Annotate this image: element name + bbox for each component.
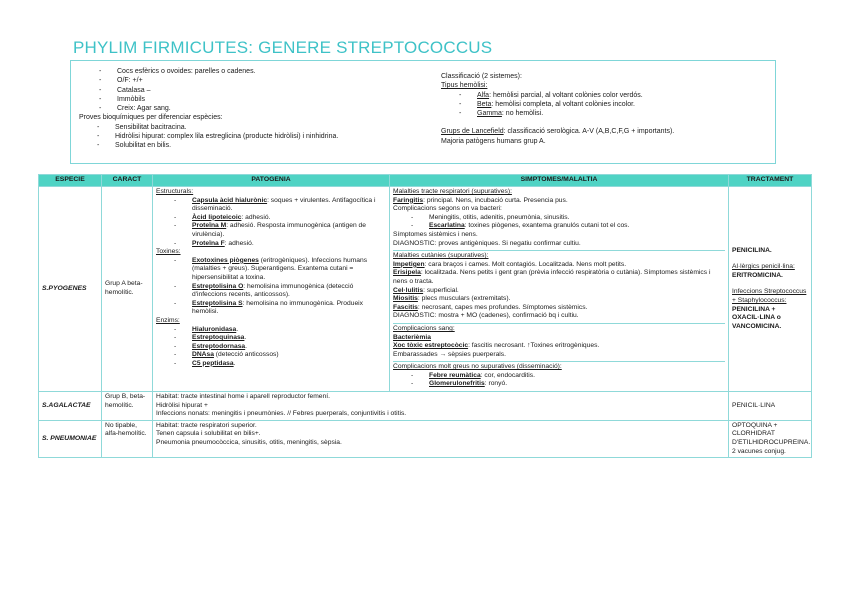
list-item: - O/F: +/+ (99, 77, 143, 85)
lancefield-line: Grups de Lancefield: classificació serològica. A-V (A,B,C,F,G + importants). (441, 128, 675, 136)
tractament-agalactiae: PENICIL·LINA (729, 392, 812, 421)
caract-pyogenes: Grup A beta-hemolític. (102, 187, 153, 392)
info-agalactiae: Habitat: tracte intestinal home i aparell reproductor femení. Hidròlisi hipurat + Infeccions nonats: meningitis i pneumònies. // Febres puerperals, conjuntivitis i otitis. (153, 392, 729, 421)
header-patogenia: PATOGENIA (153, 175, 390, 187)
list-item: - Solubilitat en bilis. (97, 142, 172, 150)
caract-agalactiae: Grup B, beta-hemolític. (102, 392, 153, 421)
list-item: - Beta: hemòlisi completa, al voltant colònies incolor. (459, 100, 635, 108)
header-especie: ESPECIE (39, 175, 102, 187)
species-pyogenes: S.PYOGENES (39, 187, 102, 392)
species-pneumoniae: S. PNEUMONIAE (39, 420, 102, 457)
resp-block: Malalties tracte respiratori (supuratives): Faringitis: principal. Nens, incubació curta. Presencia pus. Complicacions segons on va bacteri: - Meningitis, otitis, adenitis, pneumònia, sinusitis. - Escarlatina: toxines piògenes, exantema granulós cutani tot el cos. Símptomes sistèmics i nens. DIAGNOSTIC: proves antigèniques. Si negatiu confirmar cultiu. (393, 187, 725, 251)
info-pneumoniae: Habitat: tracte respiratori superior. Tenen capsula i solubilitat en bilis+. Pneumonia pneumocòccica, sinusitis, otitis, meningitis, sèpsia. (153, 420, 729, 457)
list-item: - Hidròlisi hipurat: complex lila estreglicina (producte hidròlisi) i ninhidrina. (97, 133, 339, 141)
table-header-row (39, 175, 812, 187)
classif-title: Classificació (2 sistemes): (441, 73, 522, 80)
cut-block: Malalties cutànies (supuratives): Impetigen: cara braços i cames. Molt contagiós. Localitzada. Nens molt petits. Erisipela: localitzada. Nens petits i gent gran (prèvia infecció respiratòria o cutània). Símptomes sistèmics i nens o tracta. Cel·lulitis: superficial. Miositis: plecs musculars (extremitats). Fascitis: necrosant, capes mes profundes. Símptomes sistèmics. DIAGNOSTIC: mostra + MO (cadenes), confirmació bq i cultiu. (393, 251, 725, 324)
table-row (39, 420, 812, 457)
table-row (39, 392, 812, 421)
majoria-line: Majoria patògens humans grup A. (441, 137, 546, 145)
sang-block: Complicacions sang: Bacterièmia Xoc tòxic estreptocòcic: fascitis necrosant. ↑Toxines eritrogèniques. Embarassades → sèpsies puerperals. (393, 324, 725, 362)
list-item: - Sensibilitat bacitracina. (97, 123, 187, 131)
header-simptomes: SIMPTOMES/MALALTIA (390, 175, 729, 187)
page-title: PHYLIM FIRMICUTES: GENERE STREPTOCOCCUS (73, 38, 493, 57)
greus-block: Complicacions molt greus no supuratives (disseminació): - Febre reumàtica: cor, endocarditis. - Glomerulonefritis: ronyó. (393, 363, 562, 388)
summary-right (441, 72, 771, 146)
simptomes-pyogenes (390, 187, 729, 392)
header-tractament: TRACTAMENT (729, 175, 812, 187)
list-item: - Immòbils (99, 95, 146, 103)
list-item: - Gamma: no hemòlisi. (459, 110, 544, 118)
list-item: - Catalasa – (99, 86, 151, 94)
proves-title: Proves bioquímiques per diferenciar espècies: (79, 114, 223, 122)
patogenia-pyogenes: Estructurals: - Capsula àcid hialurònic: soques + virulentes. Antifagocítica i disseminació. - Àcid lipoteicoic: adhesió. - Proteïna M: adhesió. Resposta immunogènica (antigen de virulència). - Proteïna F: adhesió. Toxines: - Exotoxines piògenes (eritrogèniques). Infeccions humans (malalties + greus). Superantigens. Exantema cutani = hipersensibilitat a toxina. - Estreptolisina O: hemolisina immunogènica (detecció d'infeccions recents, anticossos). - Estreptolisina S: hemolisina no immunogènica. Produeix hemòlisi. Enzims: - Hialuronidasa. - Estreptoquinasa. - Estreptodornasa. - DNAsa (detecció anticossos) - C5 peptidasa. (153, 187, 390, 392)
list-item: - Alfa: hemòlisi parcial, al voltant colònies color verdós. (459, 91, 643, 99)
table-row (39, 187, 812, 392)
header-caract: CARACT (102, 175, 153, 187)
list-item: - Cocs esfèrics o ovoides: parelles o cadenes. (99, 68, 256, 75)
summary-box (70, 60, 776, 164)
caract-pneumoniae: No tipable, alfa-hemolític. (102, 420, 153, 457)
species-agalactiae: S.AGALACTAE (39, 392, 102, 421)
hemolisi-title: Tipus hemòlisi: (441, 82, 488, 90)
species-table (38, 174, 812, 458)
summary-left (79, 67, 439, 151)
list-item: - Creix: Agar sang. (99, 105, 171, 113)
tractament-pyogenes: PENICILINA. Al·lèrgics penicil·lina: ERITROMICINA. Infeccions Streptococcus + Staphylococcus: PENICILINA + OXACIL·LINA o VANCOMICINA. (729, 187, 812, 392)
tractament-pneumoniae: OPTOQUINA + CLORHIDRAT D'ETILHIDROCUPREINA. 2 vacunes conjug. (729, 420, 812, 457)
